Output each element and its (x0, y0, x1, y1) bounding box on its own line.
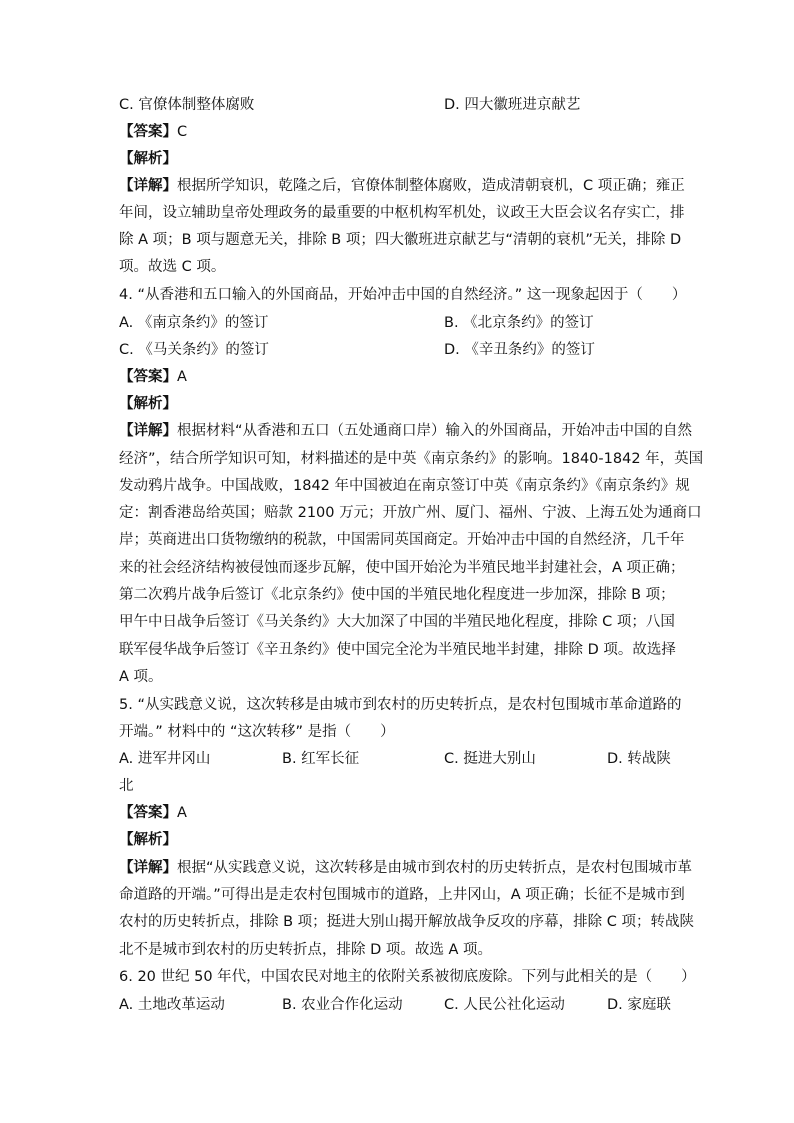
q4-analysis-tag: 【解析】 (119, 396, 177, 412)
q4-option-a: A. 《南京条约》的签订 (119, 315, 269, 331)
q5-analysis-tag: 【解析】 (119, 832, 177, 848)
q4-option-b: B. 《北京条约》的签订 (444, 315, 594, 331)
q6-option-b: B. 农业合作化运动 (282, 997, 403, 1013)
q3-detail-line: 除 A 项；B 项与题意无关，排除 B 项；四大徽班进京献艺与“清朝的衰机”无关，排除 D (119, 232, 682, 248)
q5-option-d-wrap: 北 (119, 778, 134, 794)
q4-option-c: C. 《马关条约》的签订 (119, 342, 269, 358)
answer-value: A (177, 805, 187, 821)
q3-option-c: C. 官僚体制整体腐败 (119, 97, 255, 113)
detail-tag: 【详解】 (119, 860, 177, 876)
q5-option-a: A. 进军井冈山 (119, 751, 211, 767)
q4-detail-line: 甲午中日战争后签订《马关条约》大大加深了中国的半殖民地化程度，排除 C 项；八国 (119, 614, 675, 630)
q5-detail-line: 农村的历史转折点，排除 B 项；挺进大别山揭开解放战争反攻的序幕，排除 C 项；转战陕 (119, 914, 695, 930)
q4-detail-line: 联军侵华战争后签订《辛丑条约》使中国完全沦为半殖民地半封建，排除 D 项。故选择 (119, 642, 676, 658)
q3-analysis-tag: 【解析】 (119, 151, 177, 167)
answer-value: C (177, 124, 188, 140)
answer-tag: 【答案】 (119, 124, 177, 140)
q5-question-line: 5. “从实践意义说，这次转移是由城市到农村的历史转折点，是农村包围城市革命道路的 (119, 697, 682, 713)
q5-answer (119, 803, 187, 823)
q3-detail-line: 年间，设立辅助皇帝处理政务的最重要的中枢机构军机处，议政王大臣会议名存实亡，排 (119, 205, 685, 221)
q4-option-d: D. 《辛丑条约》的签订 (444, 342, 595, 358)
detail-tag: 【详解】 (119, 178, 177, 194)
q5-detail-line: 命道路的开端。”可得出是走农村包围城市的道路，上井冈山，A 项正确；长征不是城市到 (119, 887, 685, 903)
answer-tag: 【答案】 (119, 805, 177, 821)
q5-detail-line (119, 858, 692, 878)
q6-option-c: C. 人民公社化运动 (444, 997, 565, 1013)
q4-detail-line (119, 421, 692, 441)
q3-answer (119, 122, 187, 142)
q5-question-line: 开端。” 材料中的 “这次转移” 是指（ ） (119, 724, 395, 740)
q4-answer (119, 367, 187, 387)
q5-detail-line: 北不是城市到农村的历史转折点，排除 D 项。故选 A 项。 (119, 942, 493, 958)
q5-option-c: C. 挺进大别山 (444, 751, 536, 767)
q4-question: 4. “从香港和五口输入的外国商品，开始冲击中国的自然经济。” 这一现象起因于（ ） (119, 287, 687, 303)
q4-detail-line: 定：割香港岛给英国；赔款 2100 万元；开放广州、厦门、福州、宁波、上海五处为通商口 (119, 505, 702, 521)
detail-tag: 【详解】 (119, 423, 177, 439)
detail-text: 根据“从实践意义说，这次转移是由城市到农村的历史转折点，是农村包围城市革 (177, 860, 693, 876)
q6-option-d: D. 家庭联 (607, 997, 671, 1013)
detail-text: 根据材料“从香港和五口（五处通商口岸）输入的外国商品，开始冲击中国的自然 (177, 423, 693, 439)
q6-question: 6. 20 世纪 50 年代，中国农民对地主的依附关系被彻底废除。下列与此相关的是（ ） (119, 969, 696, 985)
q3-option-d: D. 四大徽班进京献艺 (444, 97, 581, 113)
q4-detail-line: 岸；英商进出口货物缴纳的税款，中国需同英国商定。开始冲击中国的自然经济，几千年 (119, 532, 685, 548)
q6-option-a: A. 土地改革运动 (119, 997, 225, 1013)
q4-detail-line: 经济”，结合所学知识可知，材料描述的是中英《南京条约》的影响。1840-1842 年，英国 (119, 451, 704, 467)
q4-detail-line: 第二次鸦片战争后签订《北京条约》使中国的半殖民地化程度进一步加深，排除 B 项； (119, 587, 675, 603)
answer-value: A (177, 369, 187, 385)
q3-detail-line: 项。故选 C 项。 (119, 259, 226, 275)
q4-detail-line: 发动鸦片战争。中国战败，1842 年中国被迫在南京签订中英《南京条约》《南京条约》规 (119, 478, 690, 494)
q5-option-d: D. 转战陕 (607, 751, 671, 767)
q4-detail-line: 来的社会经济结构被侵蚀而逐步瓦解，使中国开始沦为半殖民地半封建社会，A 项正确； (119, 560, 685, 576)
q4-detail-line: A 项。 (119, 669, 163, 685)
q5-option-b: B. 红军长征 (282, 751, 360, 767)
q3-detail-line (119, 176, 685, 196)
detail-text: 根据所学知识，乾隆之后，官僚体制整体腐败，造成清朝衰机，C 项正确；雍正 (177, 178, 685, 194)
answer-tag: 【答案】 (119, 369, 177, 385)
